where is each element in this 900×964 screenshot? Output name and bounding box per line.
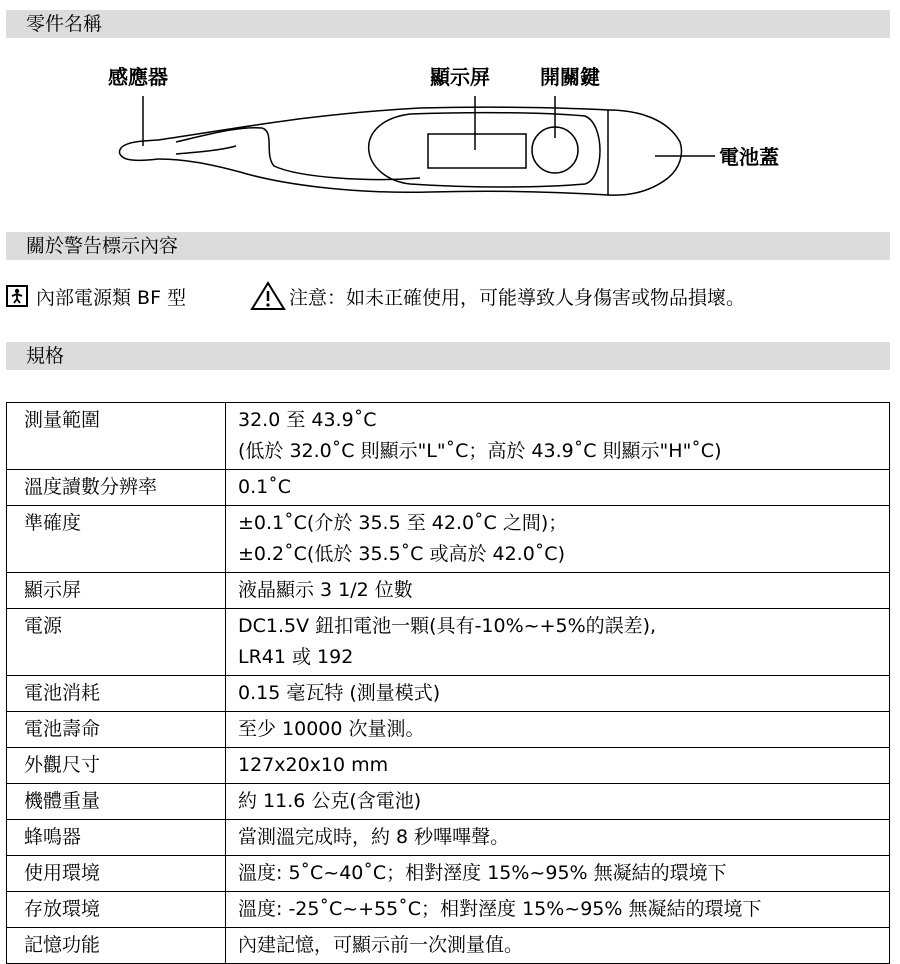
spec-key: 溫度讀數分辨率 <box>7 470 226 506</box>
spec-row <box>7 470 890 506</box>
spec-value-line: 液晶顯示 3 1/2 位數 <box>238 579 413 601</box>
warning-symbols-line <box>6 278 890 318</box>
spec-row <box>7 506 890 573</box>
spec-value-line: 溫度: 5˚C~40˚C；相對溼度 15%~95% 無凝結的環境下 <box>238 862 727 884</box>
spec-key: 電源 <box>7 609 226 676</box>
spec-value <box>226 856 890 892</box>
spec-key: 機體重量 <box>7 784 226 820</box>
battery-cover-label: 電池蓋 <box>719 145 779 169</box>
spec-row <box>7 784 890 820</box>
spec-value <box>226 892 890 928</box>
spec-key: 顯示屏 <box>7 573 226 609</box>
spec-value-line: 約 11.6 公克(含電池) <box>238 790 422 812</box>
spec-value <box>226 573 890 609</box>
spec-row <box>7 573 890 609</box>
spec-row <box>7 748 890 784</box>
spec-value <box>226 748 890 784</box>
thermometer-body-outline <box>158 107 608 195</box>
spec-value <box>226 784 890 820</box>
spec-row <box>7 928 890 964</box>
spec-table <box>6 402 890 964</box>
spec-value-line: 32.0 至 43.9˚C <box>238 409 377 431</box>
lcd-screen-outline <box>428 134 526 168</box>
bf-type-person-icon <box>6 285 28 307</box>
battery-cap-outline <box>608 110 682 195</box>
spec-value <box>226 676 890 712</box>
spec-row <box>7 820 890 856</box>
spec-key: 蜂鳴器 <box>7 820 226 856</box>
button-label: 開關鍵 <box>540 65 600 89</box>
spec-key: 記憶功能 <box>7 928 226 964</box>
spec-value <box>226 712 890 748</box>
spec-value <box>226 609 890 676</box>
display-pod-outline <box>369 113 600 187</box>
spec-value-line: ±0.1˚C(介於 35.5 至 42.0˚C 之間)； <box>238 512 568 534</box>
spec-value <box>226 403 890 470</box>
spec-key: 使用環境 <box>7 856 226 892</box>
spec-row <box>7 856 890 892</box>
spec-value-line: 0.15 毫瓦特 (測量模式) <box>238 682 441 704</box>
spec-value-line: DC1.5V 鈕扣電池一顆(具有-10%~+5%的誤差), <box>238 615 657 637</box>
spec-value-line: ±0.2˚C(低於 35.5˚C 或高於 42.0˚C) <box>238 543 565 565</box>
spec-value-line: 127x20x10 mm <box>238 754 389 776</box>
sensor-tip-outline <box>119 140 158 160</box>
spec-value-line: 內建記憶，可顯示前一次測量值。 <box>238 934 524 956</box>
spec-key: 存放環境 <box>7 892 226 928</box>
spec-value <box>226 506 890 573</box>
spec-value-line: LR41 或 192 <box>238 646 354 668</box>
display-label: 顯示屏 <box>430 65 490 89</box>
spec-value <box>226 820 890 856</box>
spec-key: 測量範圍 <box>7 403 226 470</box>
spec-value-line: 0.1˚C <box>238 476 291 498</box>
section-header-parts: 零件名稱 <box>6 10 890 38</box>
spec-value-line: 至少 10000 次量測。 <box>238 718 425 740</box>
spec-row <box>7 403 890 470</box>
body-inner-contour <box>176 128 420 180</box>
spec-value-line: (低於 32.0˚C 則顯示"L"˚C；高於 43.9˚C 則顯示"H"˚C) <box>238 440 722 462</box>
spec-row <box>7 676 890 712</box>
spec-key: 外觀尺寸 <box>7 748 226 784</box>
section-header-specs: 規格 <box>6 342 890 370</box>
sensor-label: 感應器 <box>108 65 168 89</box>
caution-triangle-icon <box>250 281 286 316</box>
caution-text: 注意：如未正確使用，可能導致人身傷害或物品損壞。 <box>289 287 746 309</box>
spec-key: 電池消耗 <box>7 676 226 712</box>
body-inner-line <box>176 146 236 154</box>
spec-key: 準確度 <box>7 506 226 573</box>
bf-type-text: 內部電源類 BF 型 <box>36 287 187 309</box>
spec-value-line: 溫度: -25˚C~+55˚C；相對溼度 15%~95% 無凝結的環境下 <box>238 898 762 920</box>
spec-row <box>7 712 890 748</box>
spec-value <box>226 470 890 506</box>
spec-row <box>7 609 890 676</box>
section-header-warnings: 關於警告標示內容 <box>6 232 890 260</box>
spec-value <box>226 928 890 964</box>
spec-row <box>7 892 890 928</box>
thermometer-diagram <box>0 50 900 225</box>
spec-value-line: 當測溫完成時，約 8 秒嗶嗶聲。 <box>238 826 510 848</box>
spec-key: 電池壽命 <box>7 712 226 748</box>
